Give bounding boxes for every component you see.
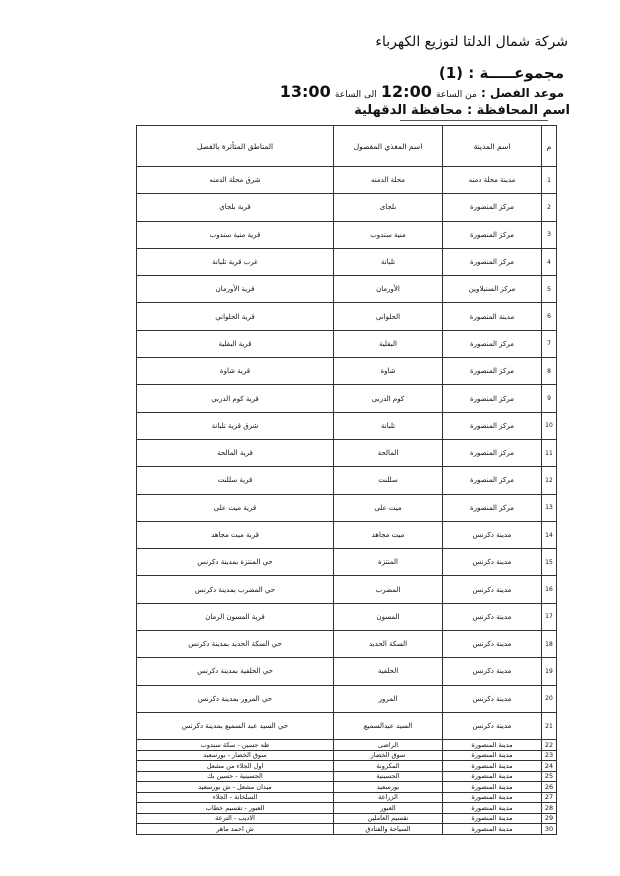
row-number: 27 [542, 792, 557, 803]
row-area: الحسينية - حسين بك [137, 771, 334, 782]
company-name: شركة شمال الدلتا لتوزيع الكهرباء [375, 34, 568, 50]
row-number: 7 [542, 330, 557, 357]
row-feeder: العبور [334, 803, 443, 814]
table-row [137, 792, 557, 803]
row-city: مدينة المنصورة [443, 303, 542, 330]
group-label: مجموعـــــة : (1) [438, 64, 564, 82]
row-city: مركز المنصورة [443, 358, 542, 385]
table-row [137, 412, 557, 439]
row-city: مدينة دكرنس [443, 631, 542, 658]
row-number: 11 [542, 439, 557, 466]
row-area: قرية المالحة [137, 439, 334, 466]
row-city: مدينة دكرنس [443, 549, 542, 576]
row-feeder: الأورمان [334, 276, 443, 303]
row-feeder: الحلوانى [334, 303, 443, 330]
governorate-underline [400, 120, 548, 121]
table-row [137, 712, 557, 739]
table-row [137, 740, 557, 751]
row-area: ش احمد ماهر [137, 824, 334, 835]
row-city: مركز المنصورة [443, 412, 542, 439]
row-city: مدينة المنصورة [443, 792, 542, 803]
row-feeder: كوم الدربى [334, 385, 443, 412]
row-number: 1 [542, 167, 557, 194]
row-feeder: منية سندوب [334, 221, 443, 248]
row-city: مدينة المنصورة [443, 771, 542, 782]
table-row [137, 576, 557, 603]
row-city: مدينة دكرنس [443, 521, 542, 548]
row-area: العبور - تقسيم خطاب [137, 803, 334, 814]
row-number: 16 [542, 576, 557, 603]
row-feeder: تلبانة [334, 412, 443, 439]
row-area: حي المنتزة بمدينة دكرنس [137, 549, 334, 576]
row-number: 20 [542, 685, 557, 712]
row-feeder: ميت مجاهد [334, 521, 443, 548]
row-number: 10 [542, 412, 557, 439]
row-city: مركز السنبلاوين [443, 276, 542, 303]
row-number: 23 [542, 750, 557, 761]
row-feeder: الراضى [334, 740, 443, 751]
table-row [137, 194, 557, 221]
to-text: الى الساعة [334, 90, 377, 100]
header-num: م [542, 126, 557, 167]
table-row [137, 813, 557, 824]
row-area: السلخانة - الجلاء [137, 792, 334, 803]
row-city: مدينة المنصورة [443, 803, 542, 814]
row-feeder: تلبانة [334, 248, 443, 275]
row-feeder: الزراعة [334, 792, 443, 803]
table-body [137, 167, 557, 835]
row-feeder: شاوة [334, 358, 443, 385]
table-row [137, 603, 557, 630]
table-header-row [137, 126, 557, 167]
row-area: اول الجلاء من مشعل [137, 761, 334, 772]
row-area: قرية كوم الدربي [137, 385, 334, 412]
table-row [137, 658, 557, 685]
row-area: ميدان مشعل - ش بورسعيد [137, 782, 334, 793]
row-city: مدينة المنصورة [443, 761, 542, 772]
row-number: 26 [542, 782, 557, 793]
header-areas: المناطق المتأثرة بالفصل [137, 126, 334, 167]
row-area: قرية شاوة [137, 358, 334, 385]
row-city: مدينة دكرنس [443, 576, 542, 603]
row-area: قرية سللنت [137, 467, 334, 494]
row-number: 29 [542, 813, 557, 824]
table-row [137, 494, 557, 521]
row-city: مركز المنصورة [443, 330, 542, 357]
row-city: مدينة المنصورة [443, 740, 542, 751]
row-area: قرية البقلية [137, 330, 334, 357]
row-feeder: سوق الخضار [334, 750, 443, 761]
row-number: 12 [542, 467, 557, 494]
row-number: 21 [542, 712, 557, 739]
row-area: قرية ميت مجاهد [137, 521, 334, 548]
row-area: قرية المسون الرمان [137, 603, 334, 630]
row-city: مدينة المنصورة [443, 813, 542, 824]
table-row [137, 750, 557, 761]
from-text: من الساعة [436, 90, 477, 100]
row-city: مدينة المنصورة [443, 750, 542, 761]
governorate-title: اسم المحافظة : محافظة الدقهلية [354, 103, 570, 118]
row-area: حي الحلفية بمدينة دكرنس [137, 658, 334, 685]
table-row [137, 167, 557, 194]
table-row [137, 358, 557, 385]
row-city: مركز المنصورة [443, 248, 542, 275]
row-city: مدينة دكرنس [443, 712, 542, 739]
row-number: 30 [542, 824, 557, 835]
row-city: مدينة المنصورة [443, 782, 542, 793]
row-city: مدينة دكرنس [443, 658, 542, 685]
row-feeder: المرور [334, 685, 443, 712]
row-area: قرية ميت على [137, 494, 334, 521]
row-city: مدينة دكرنس [443, 685, 542, 712]
row-area: شرق محلة الدمنه [137, 167, 334, 194]
row-number: 6 [542, 303, 557, 330]
row-number: 14 [542, 521, 557, 548]
row-area: حي المضرب بمدينة دكرنس [137, 576, 334, 603]
row-city: مدينة محلة دمنه [443, 167, 542, 194]
row-city: مركز المنصورة [443, 439, 542, 466]
row-number: 9 [542, 385, 557, 412]
row-number: 17 [542, 603, 557, 630]
row-area: حي المرور بمدينة دكرنس [137, 685, 334, 712]
row-area: شرق قرية تلبانة [137, 412, 334, 439]
row-feeder: المكرونة [334, 761, 443, 772]
row-number: 13 [542, 494, 557, 521]
row-area: قرية الأورمان [137, 276, 334, 303]
row-feeder: المضرب [334, 576, 443, 603]
row-number: 24 [542, 761, 557, 772]
row-feeder: السيد عبدالسميع [334, 712, 443, 739]
from-time: 12:00 [380, 82, 432, 101]
row-number: 22 [542, 740, 557, 751]
cut-time-line [280, 82, 564, 101]
row-city: مركز المنصورة [443, 467, 542, 494]
row-number: 3 [542, 221, 557, 248]
table-row [137, 803, 557, 814]
row-feeder: الحلفية [334, 658, 443, 685]
table-row [137, 521, 557, 548]
row-feeder: المسون [334, 603, 443, 630]
row-feeder: السكة الحديد [334, 631, 443, 658]
table-row [137, 221, 557, 248]
table-row [137, 439, 557, 466]
row-area: الاديب - الترعة [137, 813, 334, 824]
row-number: 8 [542, 358, 557, 385]
table-row [137, 467, 557, 494]
table-row [137, 771, 557, 782]
row-feeder: بلجاى [334, 194, 443, 221]
row-number: 28 [542, 803, 557, 814]
to-time: 13:00 [279, 82, 331, 101]
row-feeder: ميت على [334, 494, 443, 521]
row-feeder: الحسينية [334, 771, 443, 782]
header-feeder: اسم المغذي المفصول [334, 126, 443, 167]
row-feeder: سللنت [334, 467, 443, 494]
row-feeder: محلة الدمنه [334, 167, 443, 194]
row-number: 18 [542, 631, 557, 658]
table-row [137, 330, 557, 357]
row-city: مدينة دكرنس [443, 603, 542, 630]
table-row [137, 276, 557, 303]
table-row [137, 685, 557, 712]
row-feeder: بورسعيد [334, 782, 443, 793]
row-city: مركز المنصورة [443, 385, 542, 412]
row-feeder: المنتزة [334, 549, 443, 576]
outage-table [136, 125, 557, 835]
cut-time-label: موعد الفصل : [480, 86, 564, 100]
row-city: مركز المنصورة [443, 221, 542, 248]
row-area: قرية بلجاي [137, 194, 334, 221]
row-feeder: تقسيم العاملين [334, 813, 443, 824]
header-city: اسم المدينة [443, 126, 542, 167]
row-area: غرب قرية تلبانة [137, 248, 334, 275]
row-area: قرية الحلواني [137, 303, 334, 330]
row-number: 25 [542, 771, 557, 782]
row-number: 2 [542, 194, 557, 221]
table-row [137, 761, 557, 772]
row-area: طه حسين - سكة سندوب [137, 740, 334, 751]
row-number: 4 [542, 248, 557, 275]
row-feeder: السياحة والفنادق [334, 824, 443, 835]
row-area: حي السكة الحديد بمدينة دكرنس [137, 631, 334, 658]
row-area: قرية منية سندوب [137, 221, 334, 248]
table-row [137, 782, 557, 793]
row-number: 5 [542, 276, 557, 303]
table-row [137, 303, 557, 330]
table-row [137, 824, 557, 835]
table-row [137, 248, 557, 275]
row-feeder: البقلية [334, 330, 443, 357]
row-city: مركز المنصورة [443, 194, 542, 221]
table-row [137, 549, 557, 576]
row-area: سوق الخضار - بورسعيد [137, 750, 334, 761]
table-row [137, 631, 557, 658]
row-feeder: المالحة [334, 439, 443, 466]
row-number: 15 [542, 549, 557, 576]
row-city: مدينة المنصورة [443, 824, 542, 835]
row-city: مركز المنصورة [443, 494, 542, 521]
row-area: حي السيد عبد السميع بمدينة دكرنس [137, 712, 334, 739]
table-row [137, 385, 557, 412]
row-number: 19 [542, 658, 557, 685]
